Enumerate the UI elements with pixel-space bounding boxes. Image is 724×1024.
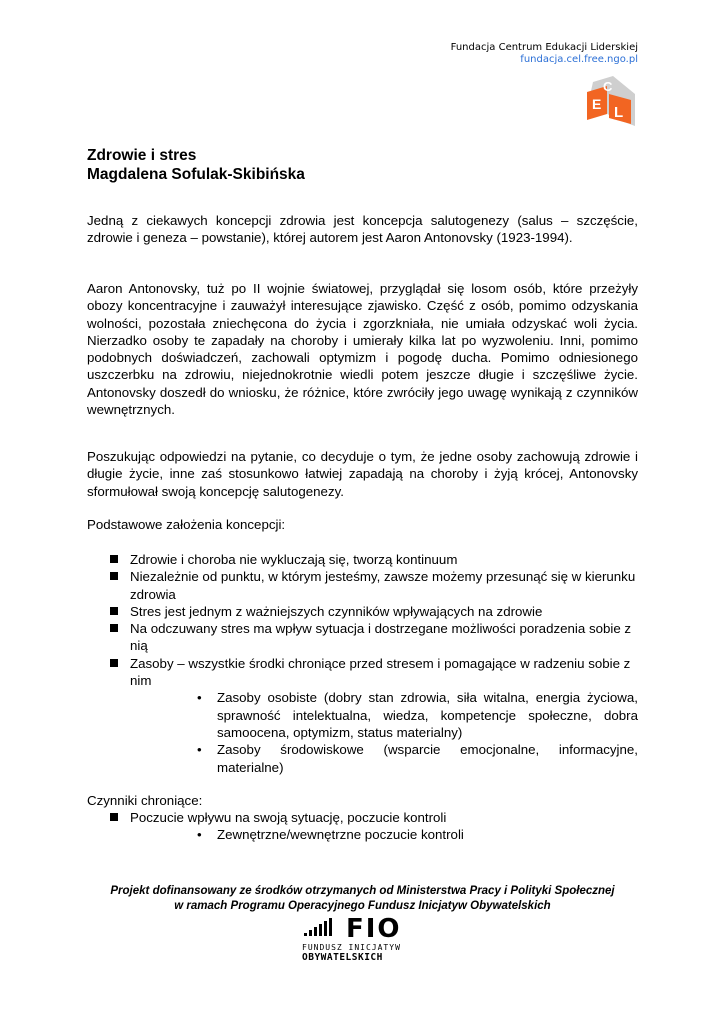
list-item: Zasoby – wszystkie środki chroniące przed stresem i pomagające w radzeniu sobie z nim <box>87 655 638 690</box>
paragraph-antonovsky-observation: Aaron Antonovsky, tuż po II wojnie światowej, przyglądał się losom osób, które przeżyły obozy koncentracyjne i zauważył interesujące zjawisko. Część z osób, pomimo odzyskania wolności, pozostała zniechęcona do życia i zgorzkniała, nie umiała odzyskać woli życia. Nierzadko osoby te zapadały na choroby i umierały kilka lat po wyzwoleniu. Inni, pomimo podobnych doświadczeń, zachowali optymizm i pogodę ducha. Pomimo odniesionego uszczerbku na zdrowiu, niejednokrotnie wiedli potem jeszcze długie i szczęśliwe życie. Antonovsky doszedł do wniosku, że różnice, które zwróciły jego uwagę wynikają z czynników wewnętrznych. <box>87 281 638 418</box>
logo-letter-c: C <box>603 79 613 94</box>
funding-line-2: w ramach Programu Operacyjnego Fundusz Inicjatyw Obywatelskich <box>174 900 551 912</box>
fio-line-2: OBYWATELSKICH <box>302 952 383 963</box>
cel-logo <box>583 76 635 126</box>
paragraph-salutogenesis-intro: Jedną z ciekawych koncepcji zdrowia jest koncepcja salutogenezy (salus – szczęście, zdrowie i geneza – powstanie), której autorem jest Aaron Antonovsky (1923-1994). <box>87 213 638 246</box>
assumptions-list <box>87 551 638 776</box>
list-item: • Zasoby środowiskowe (wsparcie emocjonalne, informacyjne, materialne) <box>87 741 638 776</box>
organization-name: Fundacja Centrum Edukacji Liderskiej <box>450 42 638 53</box>
assumptions-heading: Podstawowe założenia koncepcji: <box>87 517 286 532</box>
title-author: Magdalena Sofulak-Skibińska <box>87 166 305 183</box>
funding-line-1: Projekt dofinansowany ze środków otrzymanych od Ministerstwa Pracy i Polityki Społecznej <box>110 885 615 897</box>
funding-note <box>70 884 655 914</box>
logo-letter-l: L <box>614 104 624 121</box>
title-topic: Zdrowie i stres <box>87 147 197 164</box>
protective-factors-list <box>87 809 638 844</box>
list-item: Niezależnie od punktu, w którym jesteśmy, zawsze możemy przesunąć się w kierunku zdrowia <box>87 568 638 603</box>
fio-line-1: FUNDUSZ INICJATYW <box>302 943 401 952</box>
document-title <box>87 146 305 184</box>
list-item: Zdrowie i choroba nie wykluczają się, tworzą kontinuum <box>87 551 638 568</box>
fio-logo <box>298 915 428 963</box>
list-item: • Zasoby osobiste (dobry stan zdrowia, siła witalna, energia życiowa, sprawność intelektualna, wiedza, kompetencje społeczne, dobra samoocena, optymizm, status materialny) <box>87 689 638 741</box>
list-item: Poczucie wpływu na swoją sytuację, poczucie kontroli <box>87 809 638 826</box>
paragraph-research-question: Poszukując odpowiedzi na pytanie, co decyduje o tym, że jedne osoby zachowują zdrowie i długie życie, inne zaś stosunkowo łatwiej zapadają na choroby i żyją krócej, Antonovsky sformułował swoją koncepcję salutogenezy. <box>87 449 638 499</box>
organization-header <box>451 42 638 66</box>
fio-mark: FIO <box>346 915 402 944</box>
logo-letter-e: E <box>592 96 602 112</box>
list-item: • Zewnętrzne/wewnętrzne poczucie kontroli <box>87 826 638 843</box>
protective-factors-heading: Czynniki chroniące: <box>87 793 203 808</box>
organization-url[interactable]: fundacja.cel.free.ngo.pl <box>520 54 638 65</box>
list-item: Stres jest jednym z ważniejszych czynników wpływających na zdrowie <box>87 603 638 620</box>
list-item: Na odczuwany stres ma wpływ sytuacja i dostrzegane możliwości poradzenia sobie z nią <box>87 620 638 655</box>
